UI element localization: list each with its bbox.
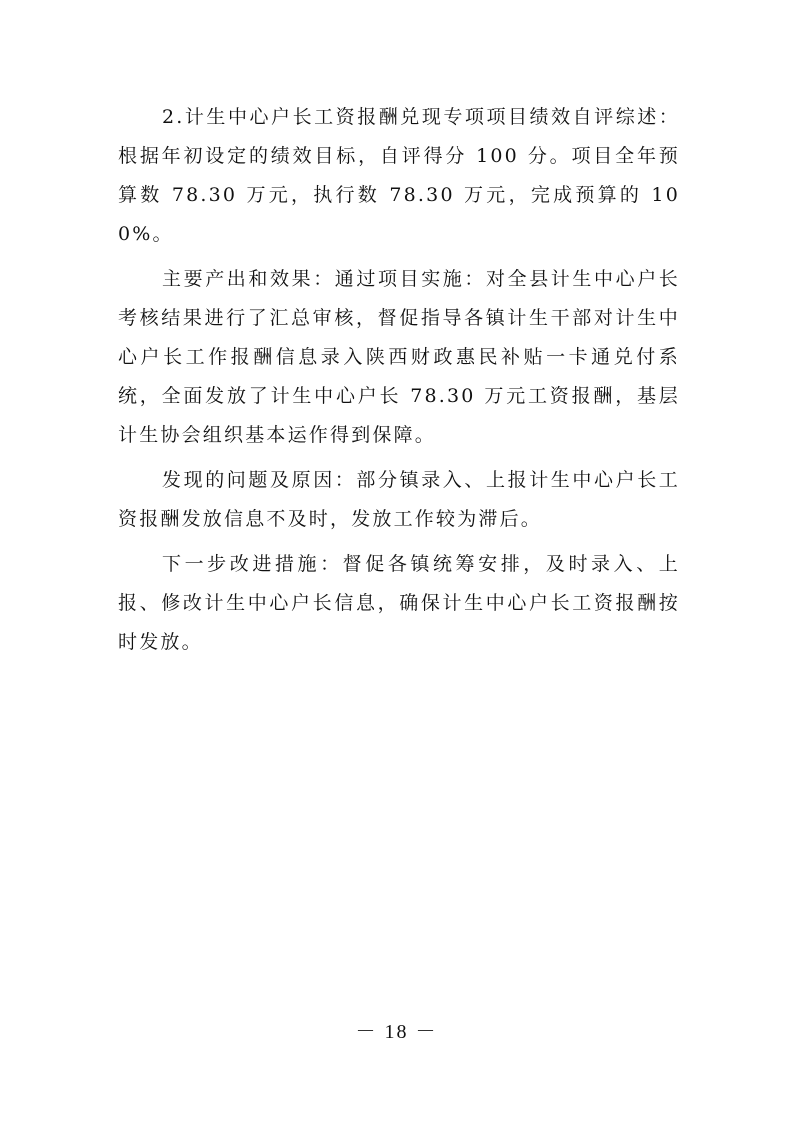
paragraph-problems: 发现的问题及原因：部分镇录入、上报计生中心户长工资报酬发放信息不及时，发放工作较为滞后。 bbox=[118, 469, 680, 530]
paragraph-improvements: 下一步改进措施：督促各镇统筹安排，及时录入、上报、修改计生中心户长信息，确保计生中心户长工资报酬按时发放。 bbox=[118, 553, 680, 653]
paragraph-outputs-effects: 主要产出和效果：通过项目实施：对全县计生中心户长考核结果进行了汇总审核，督促指导各镇计生干部对计生中心户长工作报酬信息录入陕西财政惠民补贴一卡通兑付系统，全面发放了计生中心户长 78.30 万元工资报酬，基层计生协会组织基本运作得到保障。 bbox=[118, 268, 680, 446]
document-body bbox=[118, 98, 680, 662]
paragraph-summary: 2.计生中心户长工资报酬兑现专项项目绩效自评综述：根据年初设定的绩效目标，自评得分 100 分。项目全年预算数 78.30 万元，执行数 78.30 万元，完成预算的 100%。 bbox=[118, 106, 680, 245]
page-number: － 18 － bbox=[355, 1021, 438, 1043]
